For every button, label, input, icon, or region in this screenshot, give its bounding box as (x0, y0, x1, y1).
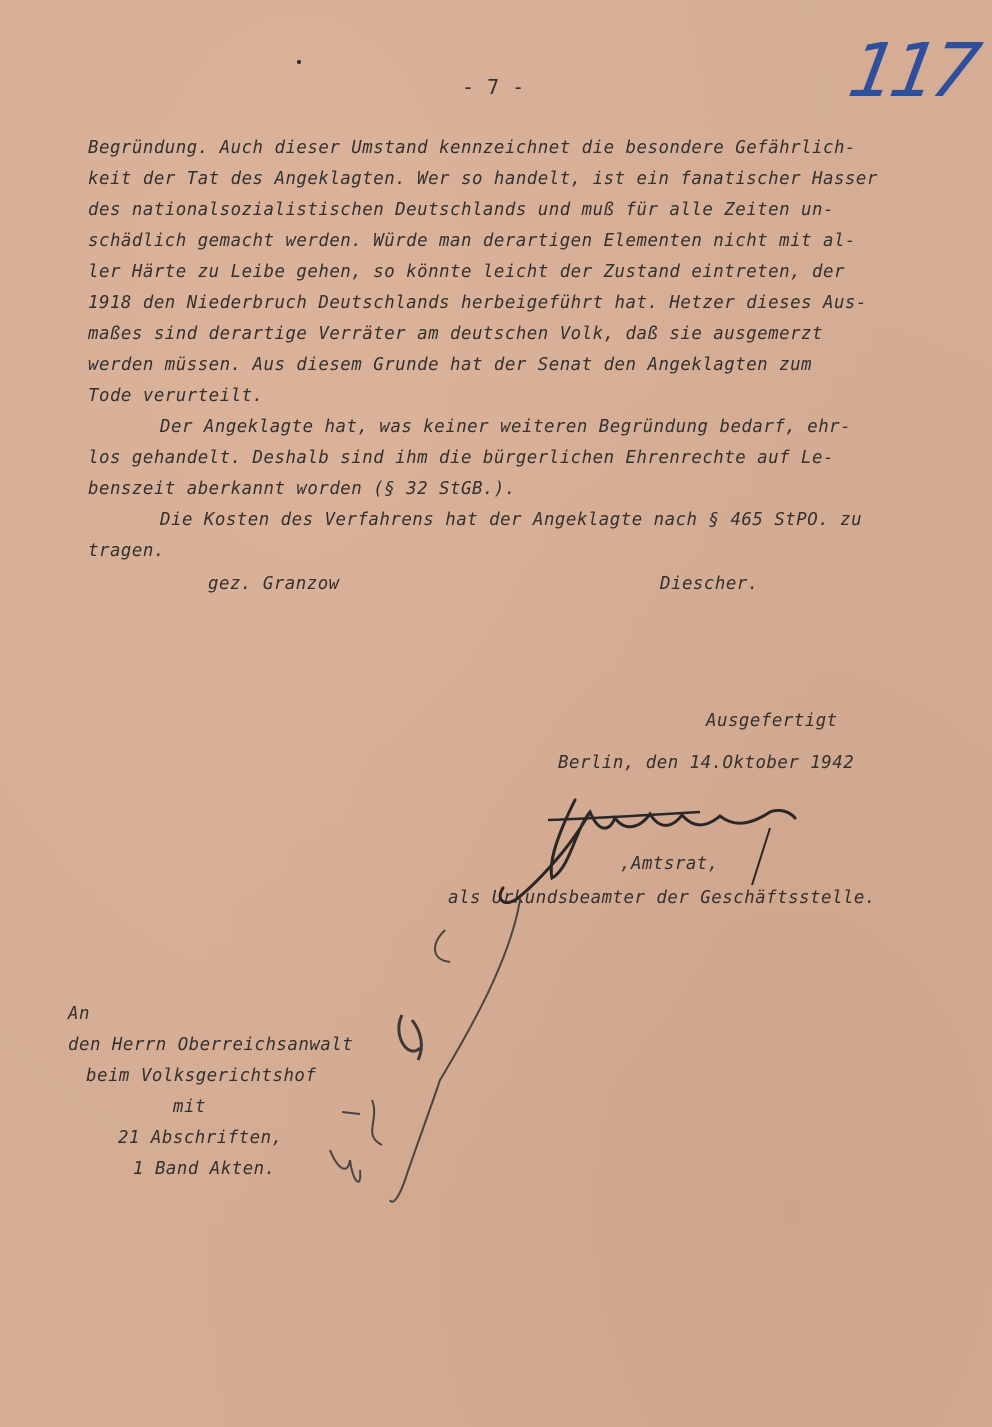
pencil-mark-1 (435, 930, 450, 962)
pencil-mark-2 (399, 1015, 421, 1060)
pencil-mark-4 (330, 1150, 360, 1182)
address-line-1: An (68, 1004, 90, 1024)
body-line-7: maßes sind derartige Verräter am deutschen Volk, daß sie ausgemerzt (88, 324, 823, 344)
body-line-3: des nationalsozialistischen Deutschlands und muß für alle Zeiten un- (88, 200, 834, 220)
place-date: Berlin, den 14.Oktober 1942 (558, 753, 855, 773)
issued-label: Ausgefertigt (706, 711, 838, 731)
address-line-4: mit (173, 1097, 206, 1117)
body-line-13: Die Kosten des Verfahrens hat der Angeklagte nach § 465 StPO. zu (160, 510, 863, 530)
address-line-2: den Herrn Oberreichsanwalt (68, 1035, 354, 1055)
body-line-6: 1918 den Niederbruch Deutschlands herbeigeführt hat. Hetzer dieses Aus- (88, 293, 867, 313)
signature-left: gez. Granzow (208, 574, 340, 594)
body-line-11: los gehandelt. Deshalb sind ihm die bürgerlichen Ehrenrechte auf Le- (88, 448, 834, 468)
body-line-8: werden müssen. Aus diesem Grunde hat der Senat den Angeklagten zum (88, 355, 813, 375)
address-line-6: 1 Band Akten. (133, 1159, 276, 1179)
body-line-5: ler Härte zu Leibe gehen, so könnte leicht der Zustand eintreten, der (88, 262, 845, 282)
body-line-2: keit der Tat des Angeklagten. Wer so handelt, ist ein fanatischer Hasser (88, 169, 878, 189)
body-line-14: tragen. (88, 541, 165, 561)
body-line-4: schädlich gemacht werden. Würde man derartigen Elementen nicht mit al- (88, 231, 856, 251)
page-number: - 7 - (462, 75, 525, 99)
body-line-1: Begründung. Auch dieser Umstand kennzeichnet die besondere Gefährlich- (88, 138, 856, 158)
official-role: als Urkundsbeamter der Geschäftsstelle. (448, 888, 876, 908)
handwritten-folio-number: 117 (842, 28, 981, 114)
body-line-10: Der Angeklagte hat, was keiner weiteren Begründung bedarf, ehr- (160, 417, 852, 437)
body-line-12: benszeit aberkannt worden (§ 32 StGB.). (88, 479, 516, 499)
pencil-mark-3 (342, 1100, 382, 1145)
signature-right: Diescher. (660, 574, 759, 594)
address-line-5: 21 Abschriften, (118, 1128, 283, 1148)
official-title: ,Amtsrat, (620, 854, 719, 874)
address-line-3: beim Volksgerichtshof (86, 1066, 317, 1086)
body-line-9: Tode verurteilt. (88, 386, 264, 406)
